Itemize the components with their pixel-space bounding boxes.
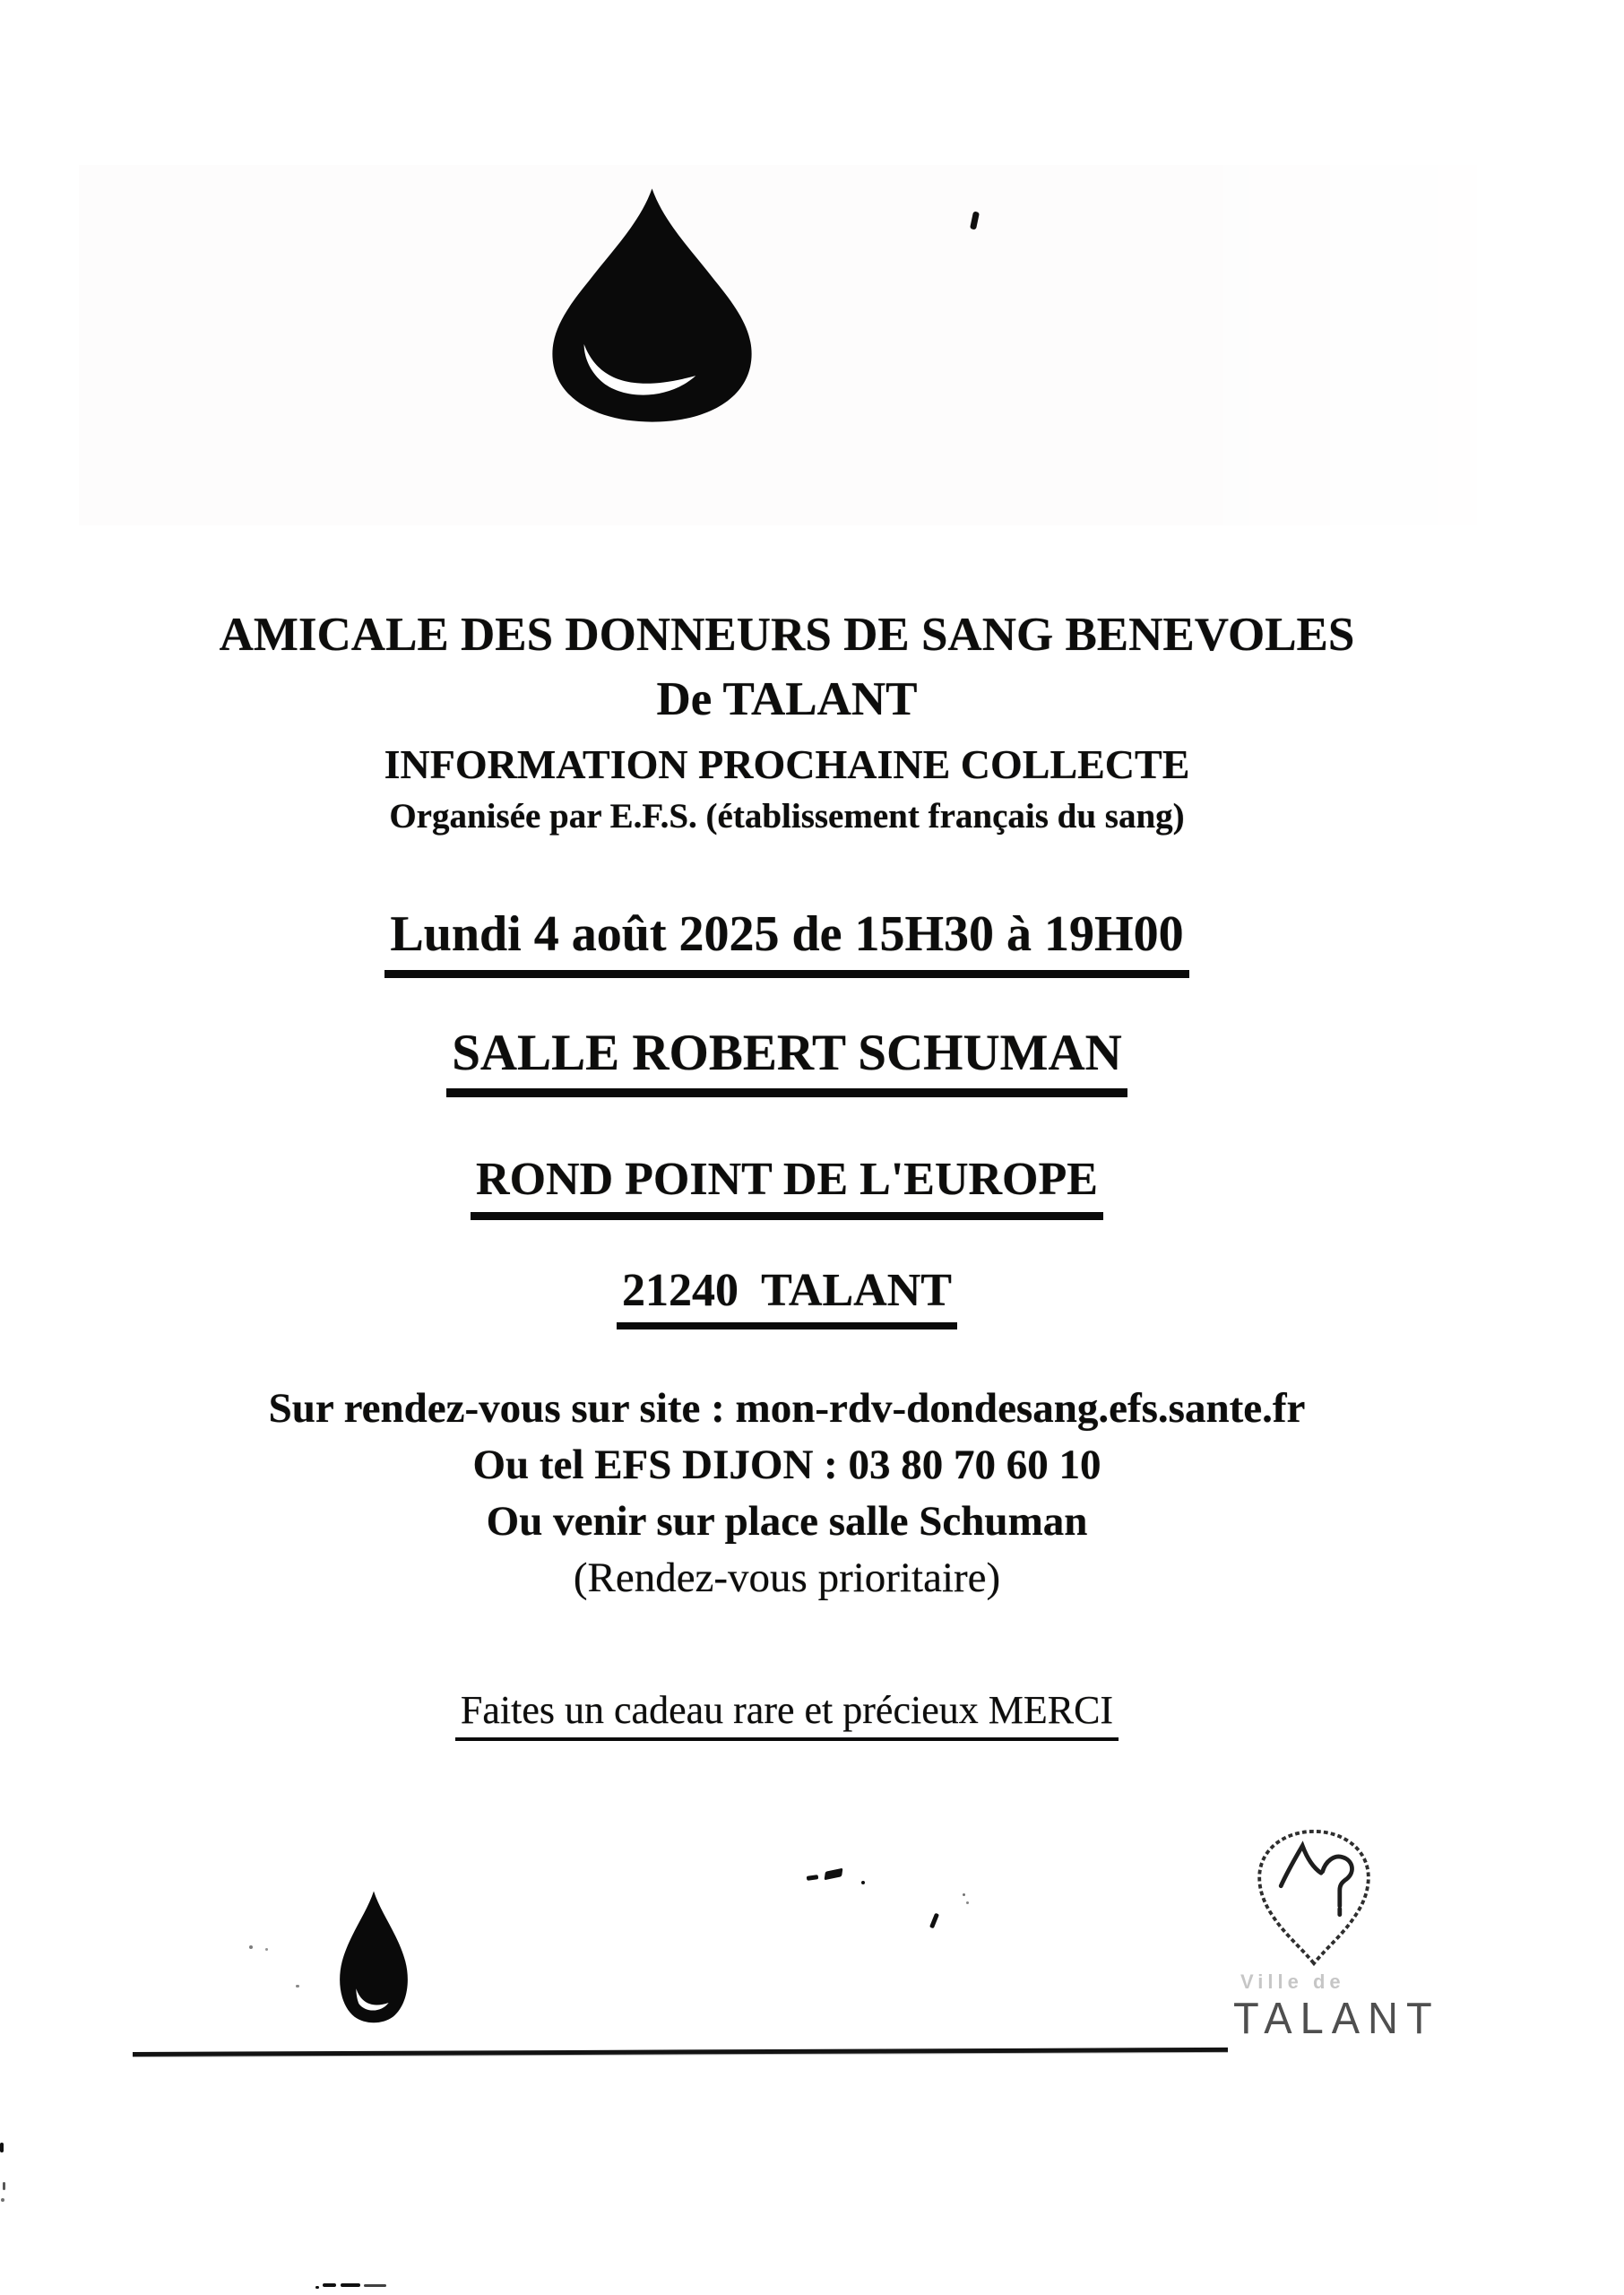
- collecte-info-line1: INFORMATION PROCHAINE COLLECTE: [384, 741, 1190, 787]
- collecte-info-line2: Organisée par E.F.S. (établissement français du sang): [389, 797, 1185, 836]
- event-city-line: [0, 1264, 1599, 1329]
- event-datetime: Lundi 4 août 2025 de 15H30 à 19H00: [384, 905, 1188, 978]
- association-title-line2: De TALANT: [656, 673, 918, 725]
- speck: [0, 2143, 4, 2152]
- booking-phone-line: Ou tel EFS DIJON : 03 80 70 60 10: [472, 1442, 1101, 1488]
- event-city: 21240 TALANT: [617, 1264, 957, 1329]
- event-address: ROND POINT DE L'EUROPE: [471, 1153, 1103, 1220]
- talant-pin-icon: [1242, 1823, 1386, 1971]
- event-venue-line: [0, 1024, 1599, 1097]
- thanks-line: [0, 1687, 1599, 1741]
- speck: [963, 1893, 965, 1896]
- logo-pretitle: Ville de: [1240, 1970, 1345, 1993]
- logo-title: TALANT: [1233, 1993, 1440, 2043]
- speck: [3, 2182, 5, 2190]
- speck: [249, 1945, 253, 1949]
- speck: [341, 2283, 360, 2287]
- speck: [807, 1875, 819, 1881]
- booking-walkin-line: Ou venir sur place salle Schuman: [486, 1498, 1088, 1545]
- speck: [364, 2284, 386, 2287]
- association-title-line1: AMICALE DES DONNEURS DE SANG BENEVOLES: [219, 609, 1355, 661]
- speck: [825, 1868, 843, 1881]
- booking-priority-line: (Rendez-vous prioritaire): [573, 1555, 1001, 1601]
- booking-website-line: Sur rendez-vous sur site : mon-rdv-dondesang.efs.sante.fr: [268, 1385, 1306, 1432]
- speck: [861, 1881, 865, 1884]
- speck: [315, 2286, 319, 2289]
- speck: [929, 1913, 939, 1929]
- event-venue: SALLE ROBERT SCHUMAN: [446, 1024, 1127, 1097]
- event-address-line: [0, 1153, 1599, 1220]
- blood-drop-icon: [507, 184, 797, 427]
- event-datetime-line: [0, 905, 1599, 978]
- blood-drop-icon: [330, 1885, 418, 2029]
- thanks-text: Faites un cadeau rare et précieux MERCI: [455, 1687, 1119, 1741]
- speck: [323, 2283, 336, 2287]
- speck: [265, 1948, 268, 1951]
- speck: [296, 1985, 299, 1988]
- talant-logo: [1226, 1818, 1459, 2060]
- speck: [1, 2198, 4, 2202]
- footer-rule-line: [133, 2048, 1228, 2057]
- speck: [966, 1901, 969, 1904]
